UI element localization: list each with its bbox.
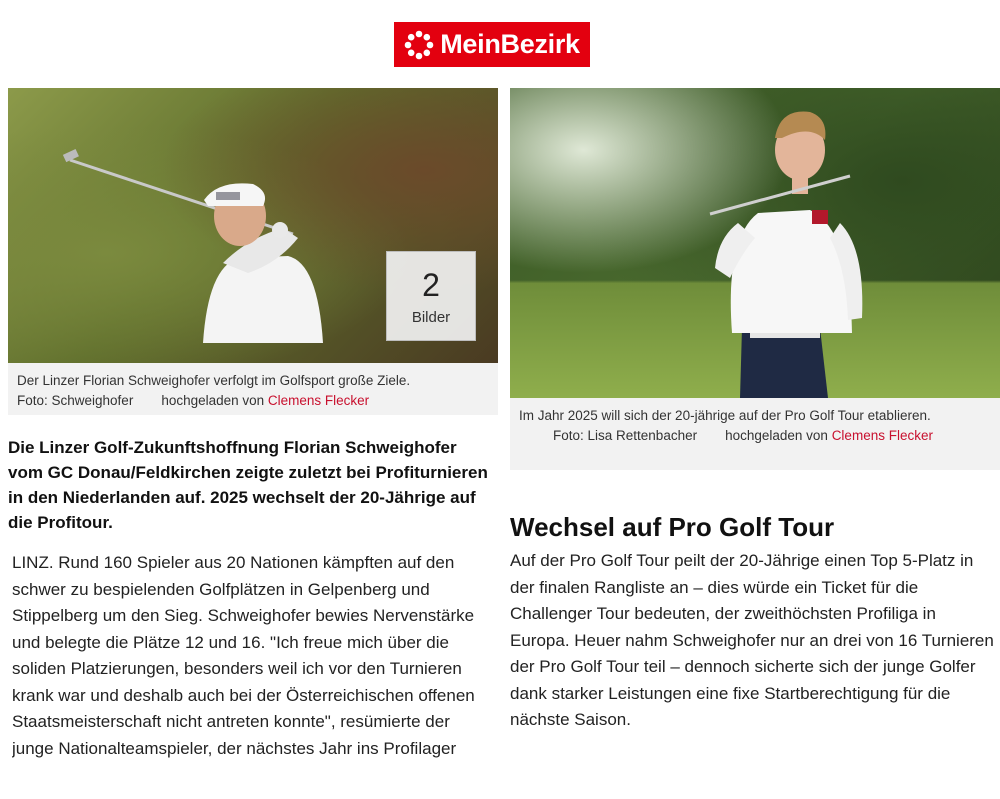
image-caption-left — [8, 363, 498, 415]
article-body-paragraph-2: Auf der Pro Golf Tour peilt der 20-Jährige einen Top 5-Platz in der finalen Rangliste an – dies würde ein Ticket für die Challenger Tour bedeuten, der zweithöchsten Profiliga in Europa. Heuer nahm Schweighofer nur an drei von 16 Turnieren der Pro Golf Tour teil – dennoch sicherte sich der junge Golfer dank starker Leistungen eine fixe Startberechtigung für die nächste Saison. — [510, 551, 994, 729]
logo-ring-icon — [404, 30, 434, 60]
photo-credit: Foto: Lisa Rettenbacher — [553, 428, 698, 443]
golfer-portrait-illustration — [510, 88, 1000, 398]
article-photo-golfer-portrait[interactable] — [510, 88, 1000, 398]
article-lead: Die Linzer Golf-Zukunftshoffnung Florian Schweighofer vom GC Donau/Feldkirchen zeigte zuletzt bei Profiturnieren in den Niederlanden auf. 2025 wechselt der 20-Jährige auf die Profitour. — [8, 438, 488, 532]
gallery-count-label: Bilder — [411, 308, 451, 326]
article-subheading: Wechsel auf Pro Golf Tour — [510, 512, 835, 542]
caption-text: Im Jahr 2025 will sich der 20-jährige auf der Pro Golf Tour etablieren. — [519, 408, 931, 423]
author-link[interactable]: Clemens Flecker — [831, 428, 933, 443]
image-caption-right — [510, 398, 1000, 470]
gallery-counter[interactable] — [386, 251, 476, 341]
gallery-count: 2 — [422, 266, 440, 303]
site-logo[interactable] — [394, 22, 590, 67]
uploaded-label: hochgeladen von — [725, 428, 832, 443]
author-link[interactable]: Clemens Flecker — [267, 393, 370, 408]
uploaded-label: hochgeladen von — [161, 393, 268, 408]
article-photo-golfer-swing[interactable] — [8, 88, 498, 363]
article-body-paragraph-1: LINZ. Rund 160 Spieler aus 20 Nationen kämpften auf den schwer zu bespielenden Golfplätzen in Gelpenberg und Stippelberg um den Sieg. Schweighofer bewies Nervenstärke und belegte die Plätze 12 und 16. "Ich freue mich über die soliden Platzierungen, besonders weil ich vor den Turnieren krank war und deshalb auch bei der Österreichischen offenen Staatsmeisterschaft nicht antreten konnte", resümierte der junge Nationalteamspieler, der nächstes Jahr ins Profilager — [12, 553, 475, 758]
caption-text: Der Linzer Florian Schweighofer verfolgt im Golfsport große Ziele. — [17, 373, 411, 388]
logo-text: MeinBezirk — [440, 29, 580, 59]
photo-credit: Foto: Schweighofer — [17, 393, 134, 408]
